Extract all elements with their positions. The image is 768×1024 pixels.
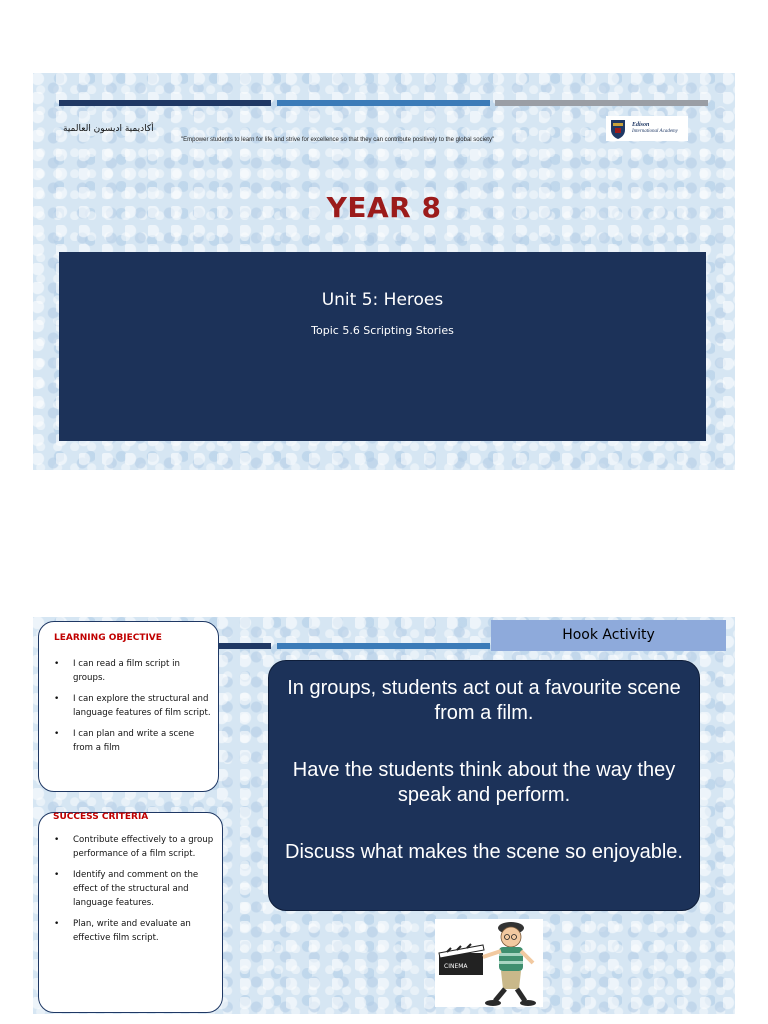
school-motto: "Empower students to learn for life and strive for excellence so that they can contribute positively to the global society"	[181, 137, 495, 143]
header-bar-dark	[59, 100, 271, 106]
learning-objective-card	[38, 621, 219, 792]
school-logo	[606, 116, 688, 141]
logo-line2: International Academy	[632, 129, 678, 134]
crest-icon	[609, 118, 627, 140]
list-item: • I can read a film script in groups.	[73, 657, 213, 685]
title-box	[59, 252, 706, 441]
unit-title: Unit 5: Heroes	[321, 290, 444, 310]
learning-objective-list	[53, 657, 213, 762]
activity-paragraph: Have the students think about the way they speak and perform.	[292, 759, 676, 806]
learning-objective-heading: LEARNING OBJECTIVE	[54, 633, 162, 643]
list-item: • I can explore the structural and language features of film script.	[73, 692, 213, 720]
year-heading: YEAR 8	[326, 191, 442, 224]
activity-paragraph: Discuss what makes the scene so enjoyable.	[285, 841, 683, 863]
hook-activity-slide	[33, 617, 735, 1014]
success-criteria-list	[53, 833, 223, 952]
list-item: • Identify and comment on the effect of the structural and language features.	[73, 868, 223, 910]
list-item: • I can plan and write a scene from a film	[73, 727, 213, 755]
topic-subtitle: Topic 5.6 Scripting Stories	[311, 324, 454, 337]
activity-box	[268, 660, 700, 911]
activity-paragraph: In groups, students act out a favourite scene from a film.	[287, 677, 681, 724]
success-criteria-card	[38, 812, 223, 1013]
logo-line1: Edison	[632, 122, 650, 128]
header-bar-dark	[213, 643, 271, 649]
film-director-illustration	[435, 919, 543, 1007]
header-bar-mid	[277, 643, 490, 649]
header-bar-gray	[495, 100, 708, 106]
clapper-text: CINEMA	[444, 963, 468, 970]
list-item: • Plan, write and evaluate an effective film script.	[73, 917, 223, 945]
title-slide	[33, 73, 735, 470]
school-name-arabic: أكاديمية اديسون العالمية	[63, 124, 154, 134]
logo-text	[632, 122, 678, 135]
list-item: • Contribute effectively to a group performance of a film script.	[73, 833, 223, 861]
success-criteria-heading: SUCCESS CRITERIA	[53, 812, 149, 822]
header-bar-mid	[277, 100, 490, 106]
hook-activity-label: Hook Activity	[491, 620, 726, 651]
